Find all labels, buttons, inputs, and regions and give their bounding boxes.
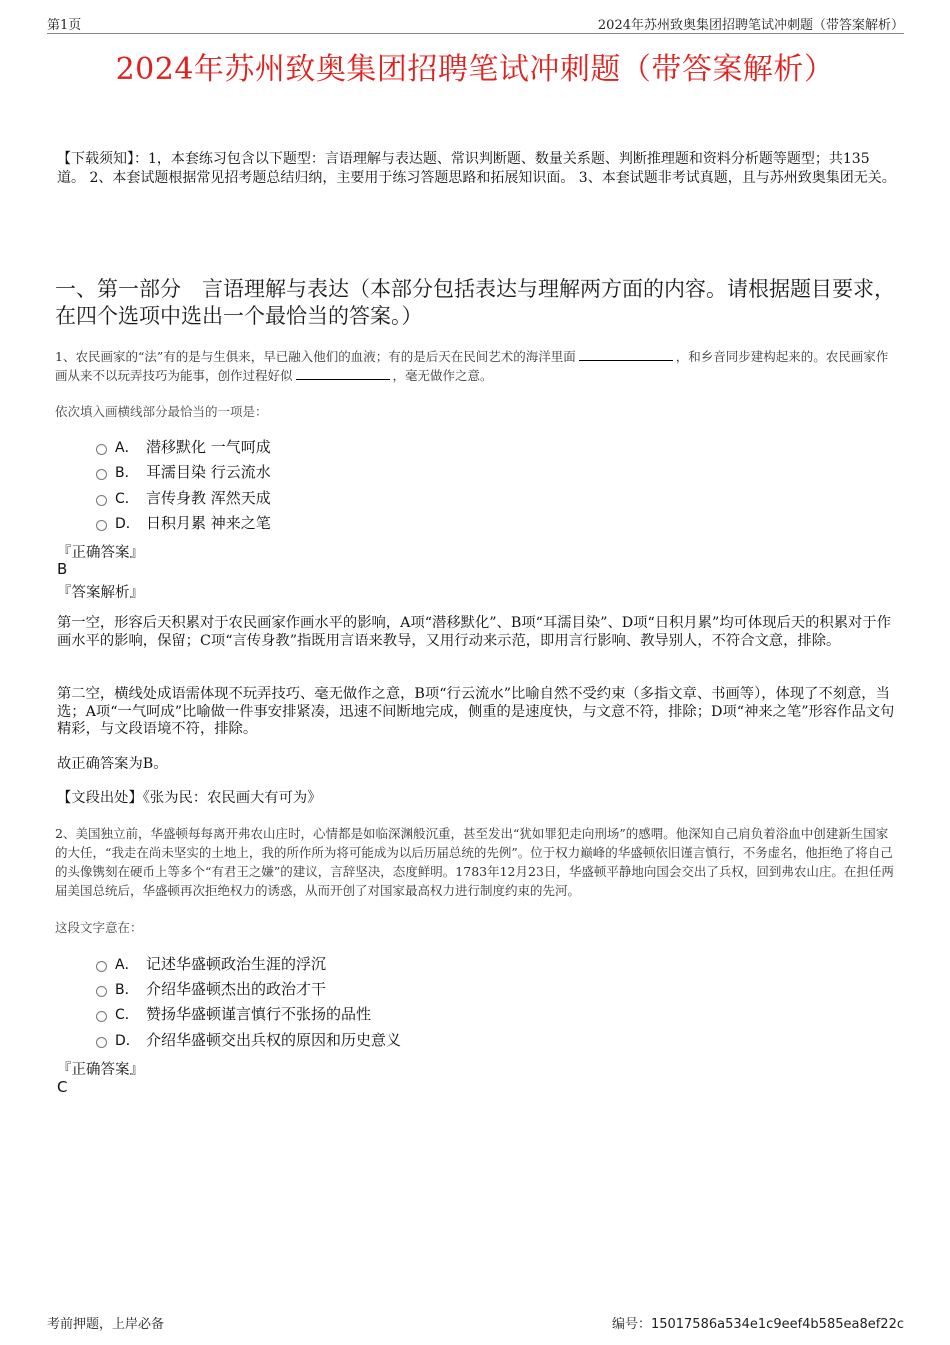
header-doc-title: 2024年苏州致奥集团招聘笔试冲刺题（带答案解析） bbox=[597, 18, 904, 33]
fill-blank-2 bbox=[296, 367, 390, 380]
footer-code-value: 15017586a534e1c9eef4b585ea8ef22c bbox=[650, 1317, 904, 1332]
radio-icon[interactable] bbox=[96, 961, 107, 972]
question-1-text bbox=[55, 347, 898, 385]
fill-blank-1 bbox=[579, 348, 673, 361]
radio-icon[interactable] bbox=[96, 1037, 107, 1048]
question-2-answer: C bbox=[57, 1078, 68, 1096]
question-1-option-c[interactable] bbox=[96, 487, 271, 508]
question-2-option-d[interactable] bbox=[96, 1029, 401, 1050]
question-2-prompt: 这段文字意在： bbox=[55, 920, 143, 935]
radio-icon[interactable] bbox=[96, 1011, 107, 1022]
option-letter: D． bbox=[115, 515, 140, 532]
question-1-text-part-b: ，和乡音同步建构起来的。农民画家作画从来不以玩弄技巧为能事，创作过程好似 bbox=[55, 349, 889, 383]
question-1-text-part-c: ，毫无做作之意。 bbox=[392, 368, 493, 383]
question-1-analysis-2: 第二空，横线处成语需体现不玩弄技巧、毫无做作之意，B项“行云流水”比喻自然不受约束（多指文章、书画等），体现了不刻意，当选；A项“一气呵成”比喻做一件事安排紧凑，迅速不间断地完成，侧重的是速度快，与文意不符，排除；D项“神来之笔”形容作品文句精彩，与文段语境不符，排除。 bbox=[57, 686, 895, 737]
option-text: 赞扬华盛顿谨言慎行不张扬的品性 bbox=[146, 1005, 372, 1023]
question-1-prompt: 依次填入画横线部分最恰当的一项是： bbox=[55, 404, 268, 419]
question-1-answer: B bbox=[57, 560, 68, 578]
question-2-option-a[interactable] bbox=[96, 953, 326, 974]
question-2-option-c[interactable] bbox=[96, 1003, 371, 1024]
question-1-analysis-1: 第一空，形容后天积累对于农民画家作画水平的影响，A项“潜移默化”、B项“耳濡目染”、D项“日积月累”均可体现后天的积累对于作画水平的影响，保留；C项“言传身教”指既用言语来教导，又用行动来示范，即用言行影响、教导别人，不符合文意，排除。 bbox=[57, 615, 891, 649]
option-letter: C． bbox=[115, 490, 139, 507]
option-text: 介绍华盛顿交出兵权的原因和历史意义 bbox=[146, 1031, 402, 1049]
question-1-answer-label: 『正确答案』 bbox=[57, 545, 144, 561]
option-text: 记述华盛顿政治生涯的浮沉 bbox=[146, 955, 327, 973]
radio-icon[interactable] bbox=[96, 444, 107, 455]
option-letter: A． bbox=[115, 956, 139, 973]
header-page-number: 第1页 bbox=[47, 18, 82, 33]
question-2-option-b[interactable] bbox=[96, 978, 326, 999]
option-letter: D． bbox=[115, 1032, 140, 1049]
question-2-text: 2、美国独立前，华盛顿每每离开弗农山庄时，心情都是如临深渊般沉重，甚至发出“犹如罪犯走向刑场”的感喟。他深知自己肩负着浴血中创建新生国家的大任，“我走在尚未坚实的土地上，我的所作所为将可能成为以后历届总统的先例”。位于权力巅峰的华盛顿依旧谨言慎行，不务虚名，他拒绝了将自己的头像镌刻在硬币上等多个“有君王之嫌”的建议，言辞坚决，态度鲜明。1783年12月23日，华盛顿平静地向国会交出了兵权，回到弗农山庄。在担任两届美国总统后，华盛顿再次拒绝权力的诱惑，从而开创了对国家最高权力进行制度约束的先河。 bbox=[55, 826, 894, 898]
option-text: 潜移默化 一气呵成 bbox=[146, 438, 271, 456]
question-1-text-part-a: 1、农民画家的“法”有的是与生俱来，早已融入他们的血液；有的是后天在民间艺术的海洋里面 bbox=[55, 349, 576, 364]
radio-icon[interactable] bbox=[96, 520, 107, 531]
option-text: 介绍华盛顿杰出的政治才干 bbox=[146, 980, 327, 998]
option-text: 日积月累 神来之笔 bbox=[146, 514, 271, 532]
footer-slogan: 考前押题，上岸必备 bbox=[47, 1317, 165, 1332]
question-1-option-d[interactable] bbox=[96, 512, 271, 533]
radio-icon[interactable] bbox=[96, 469, 107, 480]
radio-icon[interactable] bbox=[96, 986, 107, 997]
option-text: 言传身教 浑然天成 bbox=[146, 489, 271, 507]
question-1-option-b[interactable] bbox=[96, 461, 271, 482]
footer-code bbox=[612, 1313, 904, 1332]
section-title: 一、第一部分 言语理解与表达（本部分包括表达与理解两方面的内容。请根据题目要求，在四个选项中选出一个最恰当的答案。） bbox=[55, 277, 895, 328]
footer-code-label: 编号： bbox=[611, 1317, 651, 1332]
download-notice: 【下载须知】：1，本套练习包含以下题型：言语理解与表达题、常识判断题、数量关系题、判断推理题和资料分析题等题型；共135道。 2、本套试题根据常见招考题总结归纳，主要用于练习答题思路和拓展知识面。 3、本套试题非考试真题，且与苏州致奥集团无关。 bbox=[57, 151, 896, 186]
option-letter: B． bbox=[115, 981, 139, 998]
radio-icon[interactable] bbox=[96, 495, 107, 506]
option-letter: C． bbox=[115, 1006, 139, 1023]
page-title: 2024年苏州致奥集团招聘笔试冲刺题（带答案解析） bbox=[115, 52, 835, 87]
option-letter: A． bbox=[115, 439, 139, 456]
question-1-source: 【文段出处】《张为民：农民画大有可为》 bbox=[57, 790, 322, 806]
header-divider bbox=[47, 33, 904, 34]
question-1-option-a[interactable] bbox=[96, 436, 271, 457]
option-letter: B． bbox=[115, 464, 139, 481]
question-1-analysis-label: 『答案解析』 bbox=[57, 585, 144, 601]
option-text: 耳濡目染 行云流水 bbox=[146, 463, 271, 481]
question-1-conclusion: 故正确答案为B。 bbox=[57, 756, 168, 772]
question-2-answer-label: 『正确答案』 bbox=[57, 1062, 144, 1078]
